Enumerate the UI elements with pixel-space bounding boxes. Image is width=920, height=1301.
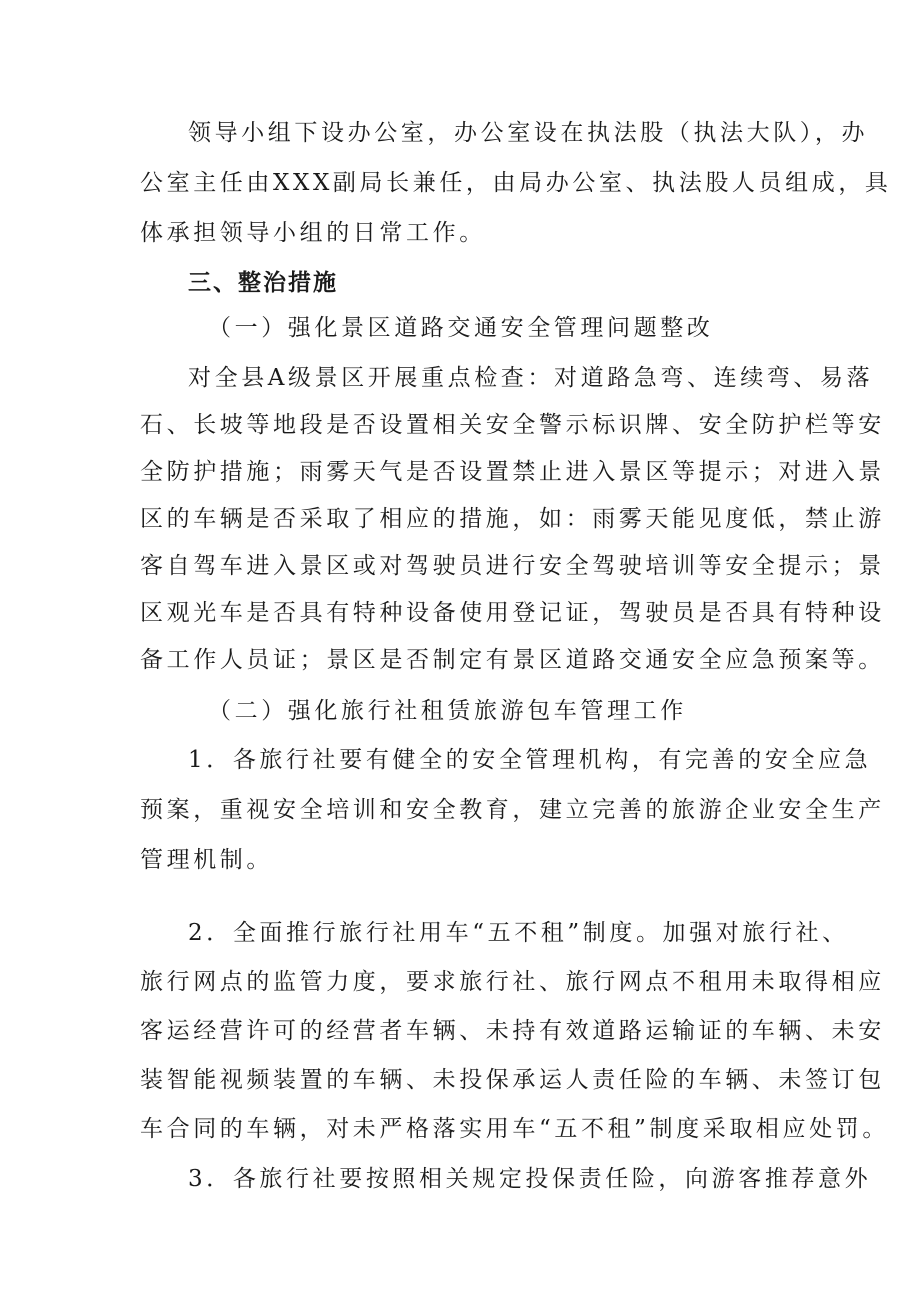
office-paragraph-line-1: 领导小组下设办公室，办公室设在执法股（执法大队），办 <box>188 120 869 146</box>
subsection-one-line-4: 区的车辆是否采取了相应的措施，如：雨雾天能见度低，禁止游 <box>140 506 885 532</box>
subsection-one-line-1: 对全县A级景区开展重点检查：对道路急弯、连续弯、易落 <box>188 365 874 391</box>
item1-line-2: 预案，重视安全培训和安全教育，建立完善的旅游企业安全生产 <box>140 797 885 823</box>
office-paragraph-line-2: 公室主任由XXX副局长兼任，由局办公室、执法股人员组成，具 <box>140 170 892 196</box>
item2-line-4: 装智能视频装置的车辆、未投保承运人责任险的车辆、未签订包 <box>140 1067 885 1093</box>
office-paragraph-line-3: 体承担领导小组的日常工作。 <box>140 220 486 246</box>
item1-line-3: 管理机制。 <box>140 847 273 873</box>
subsection-one-line-3: 全防护措施；雨雾天气是否设置禁止进入景区等提示；对进入景 <box>140 459 885 485</box>
subsection-one-heading: （一）强化景区道路交通安全管理问题整改 <box>208 315 714 341</box>
subsection-two-heading: （二）强化旅行社租赁旅游包车管理工作 <box>208 698 687 724</box>
section-three-heading: 三、整治措施 <box>188 270 338 296</box>
subsection-one-line-7: 备工作人员证；景区是否制定有景区道路交通安全应急预案等。 <box>140 647 885 673</box>
subsection-one-line-5: 客自驾车进入景区或对驾驶员进行安全驾驶培训等安全提示；景 <box>140 553 885 579</box>
subsection-one-line-2: 石、长坡等地段是否设置相关安全警示标识牌、安全防护栏等安 <box>140 412 885 438</box>
item2-line-3: 客运经营许可的经营者车辆、未持有效道路运输证的车辆、未安 <box>140 1018 885 1044</box>
item2-line-5: 车合同的车辆，对未严格落实用车“五不租”制度采取相应处罚。 <box>140 1116 889 1142</box>
item3-line-1: 3．各旅行社要按照相关规定投保责任险，向游客推荐意外 <box>188 1166 872 1192</box>
item1-line-1: 1．各旅行社要有健全的安全管理机构，有完善的安全应急 <box>188 747 872 773</box>
item2-line-2: 旅行网点的监管力度，要求旅行社、旅行网点不租用未取得相应 <box>140 969 885 995</box>
subsection-one-line-6: 区观光车是否具有特种设备使用登记证，驾驶员是否具有特种设 <box>140 600 885 626</box>
item2-line-1: 2．全面推行旅行社用车“五不租”制度。加强对旅行社、 <box>188 920 849 946</box>
